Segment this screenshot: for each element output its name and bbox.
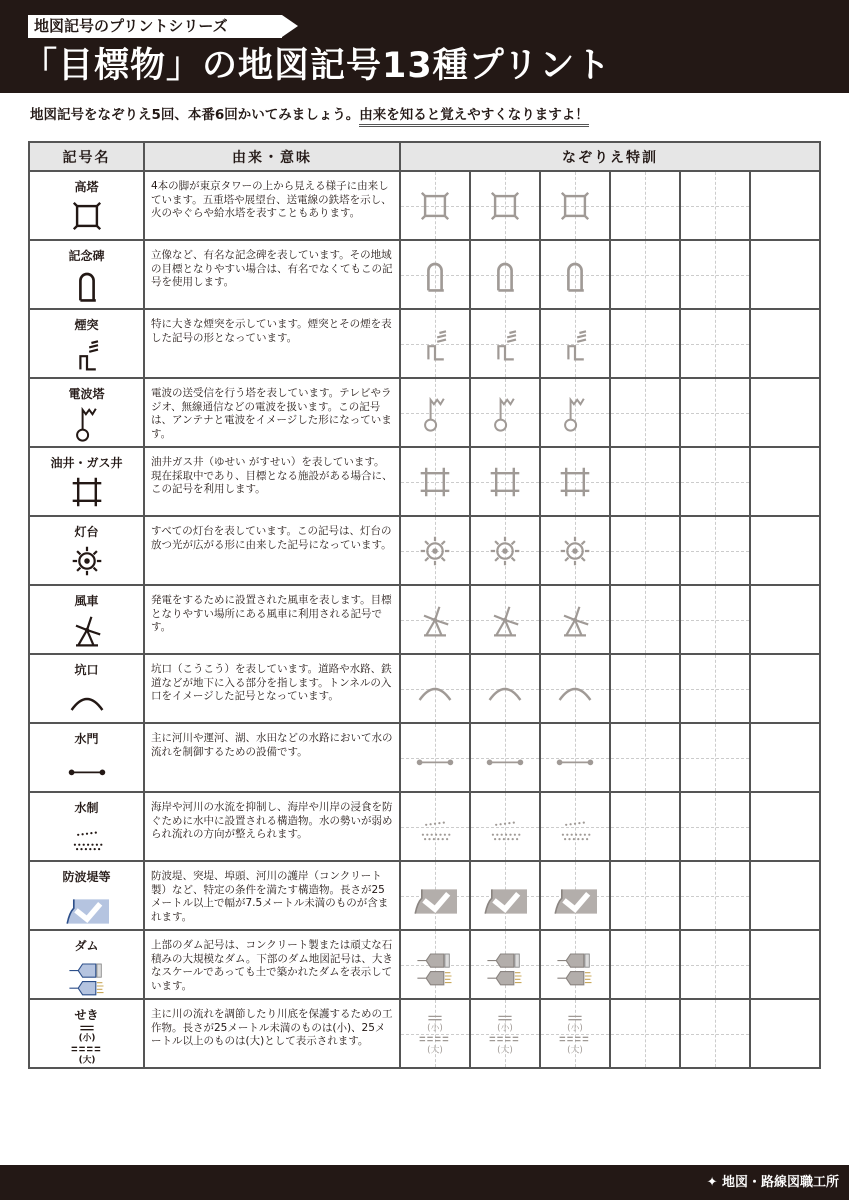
- tower-icon: [65, 194, 109, 238]
- practice-cell[interactable]: [610, 516, 680, 585]
- chimney-icon: [65, 332, 109, 376]
- practice-cell[interactable]: [470, 309, 540, 378]
- practice-cell[interactable]: [680, 309, 750, 378]
- monument-icon: [483, 253, 527, 297]
- guide-lines: [611, 448, 679, 515]
- breakwater-icon: [65, 884, 109, 928]
- symbol-description: 4本の脚が東京タワーの上から見える様子に由来しています。五重塔や展望台、送電線の鉄塔を示し、火のやぐらや給水塔を表すこともあります。: [144, 171, 400, 240]
- footer-brand: 地図・路線図職工所: [721, 1175, 839, 1190]
- dam-icon: [65, 953, 109, 997]
- guide-lines: [681, 931, 749, 998]
- table-row: [29, 792, 820, 861]
- windmill-icon: [483, 598, 527, 642]
- practice-cell[interactable]: [750, 654, 820, 723]
- oil-well-icon: [483, 460, 527, 504]
- practice-cell[interactable]: [750, 378, 820, 447]
- guide-lines: [611, 379, 679, 446]
- practice-cell[interactable]: [680, 999, 750, 1068]
- practice-cell[interactable]: [750, 792, 820, 861]
- radio-tower-icon: [483, 391, 527, 435]
- brand-logo-icon: ✦: [706, 1175, 722, 1190]
- guide-lines: [681, 655, 749, 722]
- practice-cell[interactable]: [610, 378, 680, 447]
- practice-cell[interactable]: [400, 447, 470, 516]
- guide-lines: [681, 1000, 749, 1067]
- header-practice: なぞりえ特訓: [400, 142, 820, 171]
- symbol-name: 電波塔: [68, 387, 105, 401]
- practice-cell[interactable]: [400, 792, 470, 861]
- table-row: [29, 654, 820, 723]
- header-name: 記号名: [29, 142, 144, 171]
- symbol-name-cell: [29, 723, 144, 792]
- symbol-name: 高塔: [74, 180, 99, 194]
- guide-lines: [681, 517, 749, 584]
- practice-cell[interactable]: [470, 378, 540, 447]
- symbol-description: 特に大きな煙突を示しています。煙突とその煙を表した記号の形となっています。: [144, 309, 400, 378]
- table-row: [29, 309, 820, 378]
- practice-cell[interactable]: [540, 654, 610, 723]
- groin-icon: [553, 805, 597, 849]
- practice-cell[interactable]: [540, 792, 610, 861]
- table-row: [29, 378, 820, 447]
- symbol-description: 上部のダム記号は、コンクリート製または頑丈な石積みの大規模なダム。下部のダム地図記号は、大きなスケールであっても土で築かれたダムを表示しています。: [144, 930, 400, 999]
- weir-icon: [553, 1012, 597, 1056]
- guide-lines: [681, 379, 749, 446]
- practice-cell[interactable]: [610, 585, 680, 654]
- practice-cell[interactable]: [750, 723, 820, 792]
- practice-cell[interactable]: [750, 861, 820, 930]
- guide-lines: [611, 862, 679, 929]
- symbol-name: 水門: [74, 732, 99, 746]
- symbol-name: 灯台: [74, 525, 99, 539]
- sluice-gate-icon: [483, 736, 527, 780]
- practice-cell[interactable]: [680, 516, 750, 585]
- practice-cell[interactable]: [470, 930, 540, 999]
- practice-cell[interactable]: [400, 861, 470, 930]
- guide-lines: [611, 1000, 679, 1067]
- weir-large-label: (大): [78, 1055, 95, 1066]
- practice-cell[interactable]: [750, 930, 820, 999]
- weir-small-label: (小): [567, 1023, 583, 1034]
- breakwater-icon: [483, 874, 527, 918]
- practice-cell[interactable]: [750, 585, 820, 654]
- symbol-name: 防波堤等: [62, 870, 111, 884]
- pit-icon: [413, 667, 457, 711]
- guide-lines: [611, 517, 679, 584]
- series-label: 地図記号のプリントシリーズ: [28, 15, 282, 38]
- monument-icon: [65, 263, 109, 307]
- weir-icon: [413, 1012, 457, 1056]
- practice-cell[interactable]: [750, 171, 820, 240]
- table-row: [29, 585, 820, 654]
- practice-cell[interactable]: [400, 309, 470, 378]
- symbol-name-cell: [29, 171, 144, 240]
- practice-cell[interactable]: [680, 447, 750, 516]
- guide-lines: [611, 586, 679, 653]
- practice-cell[interactable]: [540, 171, 610, 240]
- practice-cell[interactable]: [540, 309, 610, 378]
- guide-lines: [681, 793, 749, 860]
- practice-cell[interactable]: [540, 861, 610, 930]
- practice-cell[interactable]: [610, 240, 680, 309]
- practice-cell[interactable]: [400, 171, 470, 240]
- tower-icon: [483, 184, 527, 228]
- practice-cell[interactable]: [750, 240, 820, 309]
- practice-cell[interactable]: [680, 723, 750, 792]
- lighthouse-icon: [65, 539, 109, 583]
- practice-cell[interactable]: [680, 792, 750, 861]
- lighthouse-icon: [553, 529, 597, 573]
- practice-cell[interactable]: [610, 861, 680, 930]
- practice-cell[interactable]: [400, 654, 470, 723]
- symbol-description: 立像など、有名な記念碑を表しています。その地域の目標となりやすい場合は、有名でなくてもこの記号を使用します。: [144, 240, 400, 309]
- oil-well-icon: [65, 470, 109, 514]
- guide-lines: [611, 655, 679, 722]
- symbol-name: 水制: [74, 801, 99, 815]
- guide-lines: [681, 172, 749, 239]
- guide-lines: [611, 241, 679, 308]
- practice-cell[interactable]: [470, 240, 540, 309]
- symbol-name-cell: [29, 516, 144, 585]
- symbol-name-cell: [29, 447, 144, 516]
- breakwater-icon: [553, 874, 597, 918]
- practice-cell[interactable]: [610, 309, 680, 378]
- weir-small-label: (小): [497, 1023, 513, 1034]
- practice-cell[interactable]: [470, 792, 540, 861]
- chimney-icon: [483, 322, 527, 366]
- symbol-name-cell: [29, 654, 144, 723]
- table-row: [29, 516, 820, 585]
- symbol-name: 油井・ガス井: [50, 456, 123, 470]
- dam-icon: [553, 943, 597, 987]
- tower-icon: [413, 184, 457, 228]
- lighthouse-icon: [483, 529, 527, 573]
- footer: [0, 1165, 849, 1200]
- groin-icon: [483, 805, 527, 849]
- weir-large-label: (大): [567, 1045, 583, 1056]
- practice-cell[interactable]: [400, 240, 470, 309]
- table-row: [29, 930, 820, 999]
- chimney-icon: [553, 322, 597, 366]
- radio-tower-icon: [65, 401, 109, 445]
- sluice-gate-icon: [553, 736, 597, 780]
- table-row: [29, 723, 820, 792]
- guide-lines: [611, 793, 679, 860]
- guide-lines: [681, 862, 749, 929]
- oil-well-icon: [553, 460, 597, 504]
- practice-cell[interactable]: [610, 447, 680, 516]
- dam-icon: [413, 943, 457, 987]
- symbol-name-cell: [29, 930, 144, 999]
- practice-cell[interactable]: [470, 516, 540, 585]
- guide-lines: [681, 241, 749, 308]
- symbol-name: 坑口: [74, 663, 99, 677]
- practice-cell[interactable]: [680, 585, 750, 654]
- practice-cell[interactable]: [470, 447, 540, 516]
- windmill-icon: [65, 608, 109, 652]
- practice-cell[interactable]: [400, 999, 470, 1068]
- practice-cell[interactable]: [610, 999, 680, 1068]
- pit-icon: [553, 667, 597, 711]
- table-row: [29, 171, 820, 240]
- breakwater-icon: [413, 874, 457, 918]
- guide-lines: [611, 931, 679, 998]
- symbol-description: 坑口（こうこう）を表しています。道路や水路、鉄道などが地下に入る部分を指します。トンネルの入口をイメージした記号となっています。: [144, 654, 400, 723]
- guide-lines: [681, 586, 749, 653]
- practice-cell[interactable]: [610, 930, 680, 999]
- weir-large-label: (大): [427, 1045, 443, 1056]
- header-bar: [0, 0, 849, 93]
- practice-cell[interactable]: [610, 171, 680, 240]
- header-meaning: 由来・意味: [144, 142, 400, 171]
- table-row: [29, 447, 820, 516]
- practice-cell[interactable]: [540, 447, 610, 516]
- weir-small-label: (小): [427, 1023, 443, 1034]
- weir-icon: [65, 1022, 109, 1066]
- practice-cell[interactable]: [750, 309, 820, 378]
- practice-cell[interactable]: [680, 171, 750, 240]
- practice-cell[interactable]: [470, 171, 540, 240]
- practice-cell[interactable]: [750, 447, 820, 516]
- guide-lines: [611, 724, 679, 791]
- instruction: [30, 105, 589, 125]
- practice-cell[interactable]: [540, 516, 610, 585]
- groin-icon: [413, 805, 457, 849]
- oil-well-icon: [413, 460, 457, 504]
- weir-large-label: (大): [497, 1045, 513, 1056]
- radio-tower-icon: [413, 391, 457, 435]
- guide-lines: [681, 724, 749, 791]
- symbol-description: 主に河川や運河、湖、水田などの水路において水の流れを制御するための設備です。: [144, 723, 400, 792]
- guide-lines: [681, 448, 749, 515]
- dam-icon: [483, 943, 527, 987]
- page-title: 「目標物」の地図記号13種プリント: [22, 46, 612, 86]
- chimney-icon: [413, 322, 457, 366]
- symbol-name: 煙突: [74, 318, 99, 332]
- symbol-name-cell: [29, 999, 144, 1068]
- weir-small-label: (小): [78, 1033, 95, 1044]
- symbol-name-cell: [29, 585, 144, 654]
- instruction-lead: 地図記号をなぞりえ5回、本番6回かいてみましょう。: [30, 107, 360, 123]
- instruction-emphasis: 由来を知ると覚えやすくなりますよ！: [359, 107, 589, 127]
- practice-cell[interactable]: [680, 240, 750, 309]
- symbol-description: 電波の送受信を行う塔を表しています。テレビやラジオ、無線通信などの電波を扱います。この記号は、アンテナと電波をイメージした形になっています。: [144, 378, 400, 447]
- symbol-table: [28, 141, 821, 1069]
- sluice-gate-icon: [413, 736, 457, 780]
- practice-cell[interactable]: [540, 240, 610, 309]
- practice-cell[interactable]: [540, 999, 610, 1068]
- practice-cell[interactable]: [750, 516, 820, 585]
- symbol-name-cell: [29, 378, 144, 447]
- table-row: [29, 999, 820, 1068]
- pit-icon: [483, 667, 527, 711]
- symbol-name-cell: [29, 240, 144, 309]
- symbol-description: 主に川の流れを調節したり川底を保護するための工作物。長さが25メートル未満のものは(小)、25メートル以上のものは(大)として表示されます。: [144, 999, 400, 1068]
- practice-cell[interactable]: [750, 999, 820, 1068]
- symbol-name-cell: [29, 309, 144, 378]
- symbol-description: 油井ガス井（ゆせい がすせい）を表しています。現在採取中であり、目標となる施設がある場合に、この記号を利用します。: [144, 447, 400, 516]
- guide-lines: [611, 310, 679, 377]
- practice-cell[interactable]: [470, 723, 540, 792]
- monument-icon: [413, 253, 457, 297]
- guide-lines: [611, 172, 679, 239]
- lighthouse-icon: [413, 529, 457, 573]
- practice-cell[interactable]: [470, 654, 540, 723]
- practice-cell[interactable]: [610, 654, 680, 723]
- practice-cell[interactable]: [470, 861, 540, 930]
- sluice-gate-icon: [65, 746, 109, 790]
- practice-cell[interactable]: [400, 723, 470, 792]
- monument-icon: [553, 253, 597, 297]
- practice-cell[interactable]: [680, 654, 750, 723]
- symbol-name: せき: [74, 1008, 99, 1022]
- practice-cell[interactable]: [540, 930, 610, 999]
- guide-lines: [681, 310, 749, 377]
- table-row: [29, 240, 820, 309]
- radio-tower-icon: [553, 391, 597, 435]
- practice-cell[interactable]: [680, 378, 750, 447]
- symbol-name: 風車: [74, 594, 99, 608]
- practice-cell[interactable]: [610, 723, 680, 792]
- groin-icon: [65, 815, 109, 859]
- symbol-description: 発電をするために設置された風車を表します。目標となりやすい場所にある風車に利用される記号です。: [144, 585, 400, 654]
- weir-icon: [483, 1012, 527, 1056]
- windmill-icon: [553, 598, 597, 642]
- pit-icon: [65, 677, 109, 721]
- practice-cell[interactable]: [680, 930, 750, 999]
- symbol-description: 海岸や河川の水流を抑制し、海岸や川岸の浸食を防ぐために水中に設置される構造物。水の勢いが弱められ流れの方向が整えられます。: [144, 792, 400, 861]
- practice-cell[interactable]: [400, 378, 470, 447]
- practice-cell[interactable]: [610, 792, 680, 861]
- practice-cell[interactable]: [540, 585, 610, 654]
- symbol-name: 記念碑: [68, 249, 105, 263]
- symbol-name-cell: [29, 792, 144, 861]
- practice-cell[interactable]: [400, 930, 470, 999]
- symbol-name: ダム: [74, 939, 99, 953]
- practice-cell[interactable]: [680, 861, 750, 930]
- symbol-description: 防波堤、突堤、埠頭、河川の護岸（コンクリート製）など、特定の条件を満たす構造物。長さが25メートル以上で幅が7.5メートル未満のものが含まれます。: [144, 861, 400, 930]
- practice-cell[interactable]: [470, 585, 540, 654]
- windmill-icon: [413, 598, 457, 642]
- symbol-name-cell: [29, 861, 144, 930]
- tower-icon: [553, 184, 597, 228]
- practice-cell[interactable]: [470, 999, 540, 1068]
- practice-cell[interactable]: [540, 378, 610, 447]
- practice-cell[interactable]: [540, 723, 610, 792]
- practice-cell[interactable]: [400, 516, 470, 585]
- table-row: [29, 861, 820, 930]
- symbol-description: すべての灯台を表しています。この記号は、灯台の放つ光が広がる形に由来した記号になっています。: [144, 516, 400, 585]
- practice-cell[interactable]: [400, 585, 470, 654]
